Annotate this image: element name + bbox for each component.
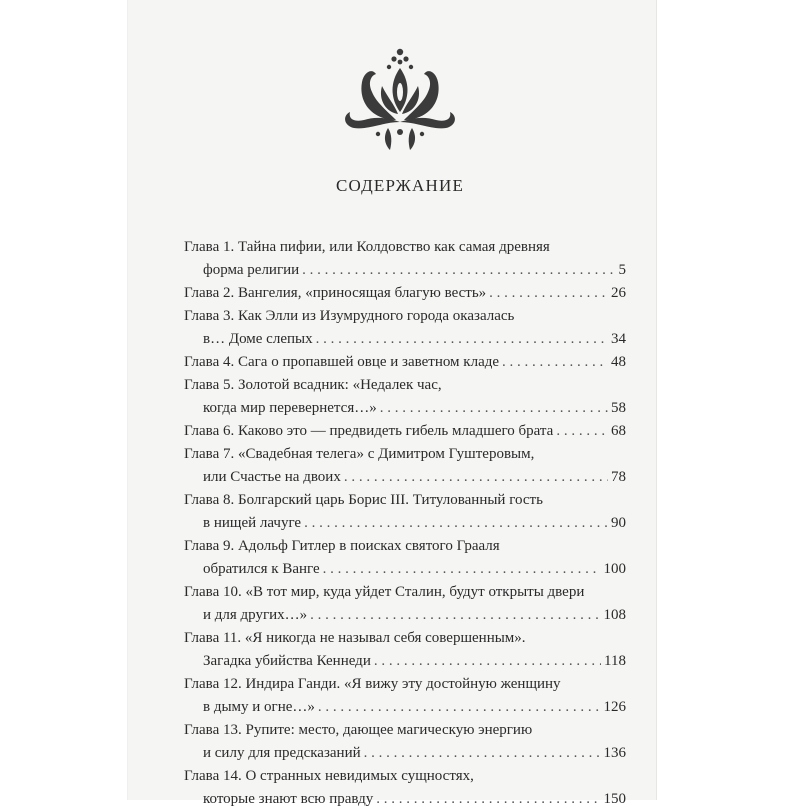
toc-entry-text: когда мир перевернется…» (203, 400, 377, 416)
page-number: 100 (603, 561, 626, 577)
toc-entry-text: или Счастье на двоих (203, 469, 341, 485)
toc-entry-text: в дыму и огне…» (203, 699, 315, 715)
toc-entry-text: форма религии (203, 262, 300, 278)
page-number: 126 (603, 699, 626, 715)
toc-entry (184, 673, 626, 719)
toc-line (184, 558, 626, 581)
toc-entry-text: Глава 8. Болгарский царь Борис III. Титулованный гость (184, 492, 543, 508)
toc-entry-text: Глава 4. Сага о пропавшей овце и заветном кладе (184, 354, 500, 370)
toc-entry (184, 282, 626, 305)
page-number: 118 (604, 653, 626, 669)
toc-line (184, 512, 626, 535)
toc-line (184, 236, 626, 259)
toc-line (184, 742, 626, 765)
dot-leader (302, 259, 615, 282)
toc-entry (184, 765, 626, 811)
dot-leader (374, 650, 601, 673)
page-number: 48 (611, 354, 626, 370)
dot-leader (502, 351, 608, 374)
dot-leader (556, 420, 608, 443)
toc-entry-text: Глава 14. О странных невидимых сущностях, (184, 768, 474, 784)
toc-line (184, 489, 626, 512)
toc-line (184, 328, 626, 351)
dot-leader (323, 558, 601, 581)
toc-line (184, 443, 626, 466)
toc-line (184, 351, 626, 374)
toc-entry (184, 489, 626, 535)
toc-line (184, 696, 626, 719)
page-number: 150 (603, 791, 626, 807)
toc-entry-text: в нищей лачуге (203, 515, 302, 531)
toc-entry (184, 236, 626, 282)
toc-entry (184, 535, 626, 581)
toc-entry-text: в… Доме слепых (203, 331, 313, 347)
toc-line (184, 581, 626, 604)
toc-entry-text: и для других…» (203, 607, 308, 623)
toc-line (184, 673, 626, 696)
toc-entry (184, 420, 626, 443)
toc-entry-text: Глава 2. Вангелия, «приносящая благую весть» (184, 285, 487, 301)
page-number: 34 (611, 331, 626, 347)
toc-entry-text: Глава 9. Адольф Гитлер в поисках святого Грааля (184, 538, 500, 554)
page-number: 78 (611, 469, 626, 485)
toc-entry-text: Глава 13. Рупите: место, дающее магическую энергию (184, 722, 533, 738)
page-number: 108 (603, 607, 626, 623)
toc-entry (184, 443, 626, 489)
toc-entry (184, 627, 626, 673)
dot-leader (344, 466, 608, 489)
toc-line (184, 305, 626, 328)
toc-line (184, 374, 626, 397)
page-number: 5 (618, 262, 626, 278)
dot-leader (304, 512, 608, 535)
toc-line (184, 282, 626, 305)
toc-entry-text: обратился к Ванге (203, 561, 320, 577)
dot-leader (310, 604, 600, 627)
toc-entry-text: Глава 7. «Свадебная телега» с Димитром Гуштеровым, (184, 446, 535, 462)
toc-entry-text: и силу для предсказаний (203, 745, 361, 761)
toc-entry-text: которые знают всю правду (203, 791, 374, 807)
dot-leader (380, 397, 608, 420)
toc-entry-text: Глава 10. «В тот мир, куда уйдет Сталин, будут открыты двери (184, 584, 585, 600)
page-number: 26 (611, 285, 626, 301)
floral-ornament-icon (338, 46, 462, 156)
toc-entry-text: Глава 3. Как Элли из Изумрудного города оказалась (184, 308, 515, 324)
page-number: 136 (603, 745, 626, 761)
toc-line (184, 719, 626, 742)
toc-entry-text: Глава 12. Индира Ганди. «Я вижу эту достойную женщину (184, 676, 561, 692)
toc-line (184, 397, 626, 420)
toc-line (184, 627, 626, 650)
toc-entry-text: Глава 11. «Я никогда не называл себя совершенным». (184, 630, 526, 646)
toc-entry (184, 719, 626, 765)
toc-entry-text: Загадка убийства Кеннеди (203, 653, 371, 669)
toc-entry (184, 305, 626, 351)
dot-leader (316, 328, 608, 351)
toc-entry (184, 351, 626, 374)
toc-entry-text: Глава 6. Каково это — предвидеть гибель младшего брата (184, 423, 554, 439)
toc-entry-text: Глава 5. Золотой всадник: «Недалек час, (184, 377, 442, 393)
toc-entry (184, 581, 626, 627)
page-number: 68 (611, 423, 626, 439)
dot-leader (489, 282, 608, 305)
dot-leader (318, 696, 601, 719)
toc-title: СОДЕРЖАНИЕ (335, 176, 465, 195)
toc-line (184, 420, 626, 443)
toc-entry-text: Глава 1. Тайна пифии, или Колдовство как самая древняя (184, 239, 550, 255)
toc-line (184, 604, 626, 627)
page-number: 90 (611, 515, 626, 531)
dot-leader (364, 742, 601, 765)
page-number: 58 (611, 400, 626, 416)
toc-line (184, 259, 626, 282)
toc-line (184, 650, 626, 673)
toc-line (184, 535, 626, 558)
toc-line (184, 466, 626, 489)
toc-line (184, 765, 626, 788)
toc-entry (184, 374, 626, 420)
table-of-contents (184, 236, 626, 811)
